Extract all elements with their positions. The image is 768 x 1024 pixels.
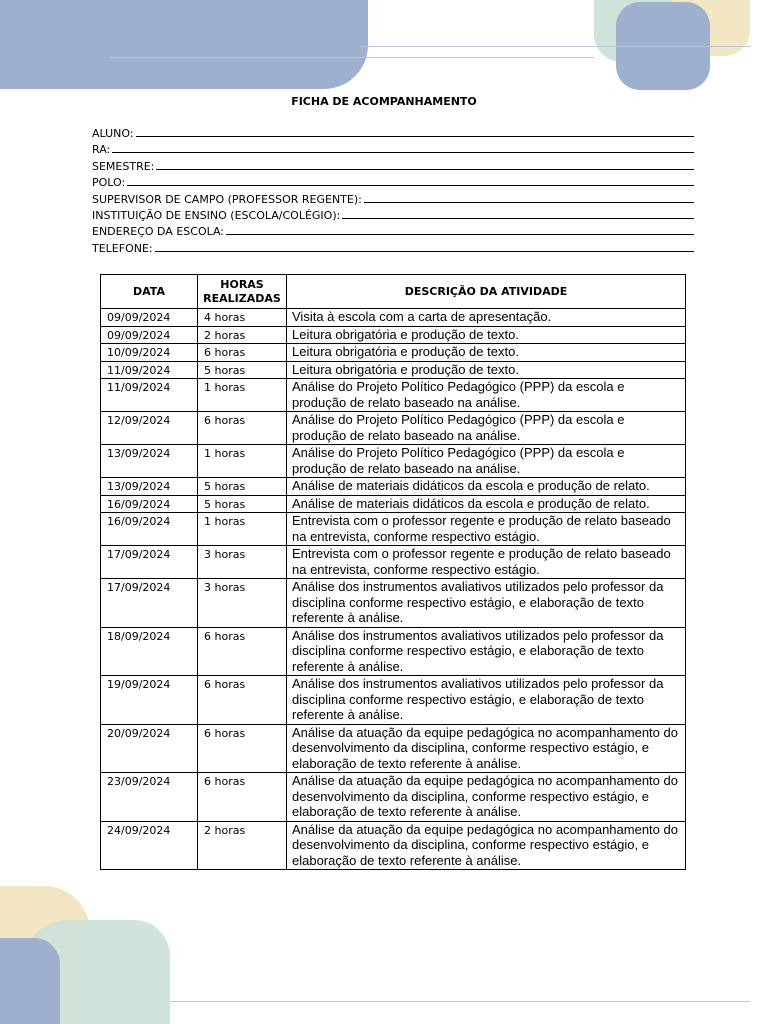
row-date: 17/09/2024 (101, 579, 198, 628)
header-decoration-blue (0, 0, 368, 89)
row-description: Leitura obrigatória e produção de texto. (287, 361, 686, 379)
row-date: 13/09/2024 (101, 445, 198, 478)
field-blank-line[interactable] (156, 159, 694, 170)
table-row (101, 412, 686, 445)
row-date: 10/09/2024 (101, 344, 198, 362)
row-date: 19/09/2024 (101, 676, 198, 725)
row-hours: 6 horas (198, 412, 287, 445)
row-date: 16/09/2024 (101, 513, 198, 546)
row-date: 17/09/2024 (101, 546, 198, 579)
page-title: FICHA DE ACOMPANHAMENTO (291, 95, 477, 108)
field-label: SUPERVISOR DE CAMPO (PROFESSOR REGENTE): (92, 192, 362, 206)
field-blank-line[interactable] (364, 192, 694, 203)
row-date: 09/09/2024 (101, 326, 198, 344)
table-row (101, 309, 686, 327)
row-hours: 1 horas (198, 379, 287, 412)
table-row (101, 379, 686, 412)
row-hours: 6 horas (198, 724, 287, 773)
field-label: POLO: (92, 176, 126, 190)
field-telefone[interactable] (92, 241, 694, 257)
field-blank-line[interactable] (127, 175, 694, 186)
header-description: DESCRIÇÃO DA ATIVIDADE (287, 275, 686, 309)
table-row (101, 344, 686, 362)
row-hours: 5 horas (198, 478, 287, 496)
row-hours: 1 horas (198, 445, 287, 478)
table-row (101, 627, 686, 676)
row-hours: 6 horas (198, 344, 287, 362)
table-row (101, 773, 686, 822)
table-body (101, 309, 686, 870)
row-description: Análise do Projeto Político Pedagógico (PPP) da escola e produção de relato baseado na análise. (287, 412, 686, 445)
row-description: Análise de materiais didáticos da escola e produção de relato. (287, 478, 686, 496)
field-instituicao[interactable] (92, 208, 694, 224)
field-label: ENDEREÇO DA ESCOLA: (92, 225, 225, 239)
field-blank-line[interactable] (226, 224, 694, 235)
row-hours: 2 horas (198, 326, 287, 344)
field-blank-line[interactable] (112, 142, 694, 153)
row-hours: 6 horas (198, 627, 287, 676)
row-description: Entrevista com o professor regente e produção de relato baseado na entrevista, conforme respectivo estágio. (287, 513, 686, 546)
row-hours: 6 horas (198, 773, 287, 822)
table-row (101, 579, 686, 628)
table-row (101, 326, 686, 344)
row-date: 23/09/2024 (101, 773, 198, 822)
table-row (101, 546, 686, 579)
row-description: Análise dos instrumentos avaliativos utilizados pelo professor da disciplina conforme respectivo estágio, e elaboração de texto referente à análise. (287, 627, 686, 676)
field-aluno[interactable] (92, 126, 694, 142)
header-divider-right (360, 46, 750, 47)
row-description: Leitura obrigatória e produção de texto. (287, 344, 686, 362)
row-description: Análise da atuação da equipe pedagógica no acompanhamento do desenvolvimento da disciplina, conforme respectivo estágio, e elaboração de texto referente à análise. (287, 724, 686, 773)
row-hours: 2 horas (198, 821, 287, 870)
row-hours: 4 horas (198, 309, 287, 327)
field-label: TELEFONE: (92, 241, 153, 255)
row-date: 20/09/2024 (101, 724, 198, 773)
table-row (101, 445, 686, 478)
row-date: 16/09/2024 (101, 495, 198, 513)
row-date: 11/09/2024 (101, 361, 198, 379)
row-description: Análise do Projeto Político Pedagógico (PPP) da escola e produção de relato baseado na análise. (287, 445, 686, 478)
row-date: 11/09/2024 (101, 379, 198, 412)
header-hours: HORAS REALIZADAS (198, 275, 287, 309)
row-description: Análise da atuação da equipe pedagógica no acompanhamento do desenvolvimento da disciplina, conforme respectivo estágio, e elaboração de texto referente à análise. (287, 821, 686, 870)
row-hours: 6 horas (198, 676, 287, 725)
field-label: INSTITUIÇÃO DE ENSINO (ESCOLA/COLÉGIO): (92, 208, 341, 222)
student-info-fields (92, 126, 694, 257)
field-blank-line[interactable] (136, 126, 694, 137)
table-row (101, 361, 686, 379)
row-date: 09/09/2024 (101, 309, 198, 327)
activity-table (100, 274, 686, 870)
field-label: SEMESTRE: (92, 159, 155, 173)
row-description: Análise do Projeto Político Pedagógico (PPP) da escola e produção de relato baseado na análise. (287, 379, 686, 412)
table-row (101, 724, 686, 773)
row-description: Análise dos instrumentos avaliativos utilizados pelo professor da disciplina conforme respectivo estágio, e elaboração de texto referente à análise. (287, 676, 686, 725)
row-hours: 3 horas (198, 546, 287, 579)
field-label: ALUNO: (92, 127, 134, 140)
row-hours: 3 horas (198, 579, 287, 628)
row-hours: 5 horas (198, 361, 287, 379)
footer-decoration-blue (0, 938, 60, 1024)
field-endereco[interactable] (92, 224, 694, 240)
field-blank-line[interactable] (155, 241, 694, 252)
row-description: Entrevista com o professor regente e produção de relato baseado na entrevista, conforme respectivo estágio. (287, 546, 686, 579)
field-ra[interactable] (92, 142, 694, 158)
row-date: 13/09/2024 (101, 478, 198, 496)
table-header-row (101, 275, 686, 309)
table-row (101, 676, 686, 725)
field-label: RA: (92, 143, 111, 157)
header-date: DATA (101, 275, 198, 309)
field-semestre[interactable] (92, 159, 694, 175)
table-row (101, 513, 686, 546)
row-description: Leitura obrigatória e produção de texto. (287, 326, 686, 344)
field-polo[interactable] (92, 175, 694, 191)
footer-divider (170, 1001, 750, 1002)
table-row (101, 495, 686, 513)
row-description: Análise de materiais didáticos da escola e produção de relato. (287, 495, 686, 513)
table-row (101, 478, 686, 496)
table-row (101, 821, 686, 870)
row-date: 12/09/2024 (101, 412, 198, 445)
row-date: 18/09/2024 (101, 627, 198, 676)
row-description: Visita à escola com a carta de apresentação. (287, 309, 686, 327)
row-date: 24/09/2024 (101, 821, 198, 870)
field-supervisor[interactable] (92, 192, 694, 208)
row-hours: 5 horas (198, 495, 287, 513)
row-description: Análise dos instrumentos avaliativos utilizados pelo professor da disciplina conforme respectivo estágio, e elaboração de texto referente à análise. (287, 579, 686, 628)
row-description: Análise da atuação da equipe pedagógica no acompanhamento do desenvolvimento da disciplina, conforme respectivo estágio, e elaboração de texto referente à análise. (287, 773, 686, 822)
header-divider (110, 57, 594, 58)
row-hours: 1 horas (198, 513, 287, 546)
field-blank-line[interactable] (342, 208, 694, 219)
